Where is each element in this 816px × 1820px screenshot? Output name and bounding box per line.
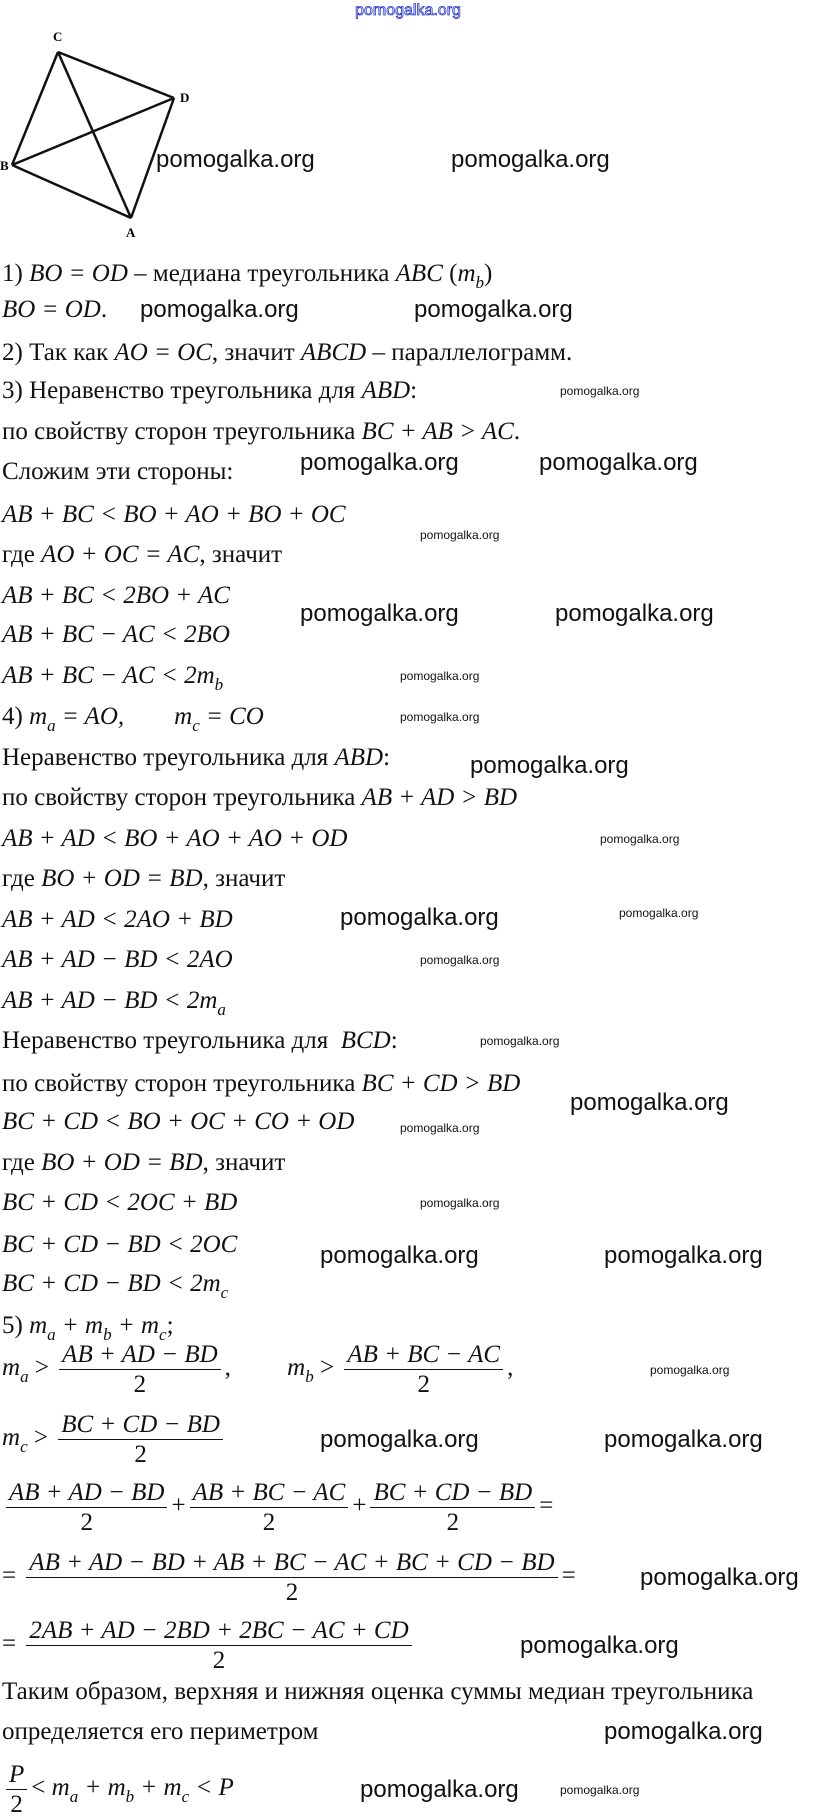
solution-line bbox=[2, 987, 226, 1019]
watermark: pomogalka.org bbox=[420, 1196, 500, 1210]
text-segment: , значит bbox=[211, 339, 301, 366]
watermark: pomogalka.org bbox=[604, 1426, 763, 1453]
math-expression: ABD bbox=[361, 377, 411, 404]
math-expression: m bbox=[51, 1774, 70, 1802]
watermark: pomogalka.org bbox=[555, 600, 714, 627]
text-segment: : bbox=[383, 744, 391, 771]
math-expression: m bbox=[2, 1354, 21, 1382]
fraction-denominator: 2 bbox=[446, 1509, 460, 1536]
text-segment: 5) bbox=[2, 1312, 30, 1339]
text-segment: Неравенство треугольника для bbox=[2, 1027, 341, 1054]
text-segment: . bbox=[513, 418, 521, 445]
watermark: pomogalka.org bbox=[480, 1034, 560, 1048]
watermark: pomogalka.org bbox=[520, 1632, 679, 1659]
math-expression: m bbox=[29, 1312, 48, 1339]
watermark: pomogalka.org bbox=[470, 752, 629, 779]
text-segment: по свойству сторон треугольника bbox=[2, 784, 362, 811]
math-expression: AB + BC < 2BO + AC bbox=[2, 582, 230, 609]
subscript: a bbox=[47, 1325, 56, 1344]
subscript: c bbox=[220, 1283, 229, 1302]
text-segment: > bbox=[313, 1354, 341, 1382]
solution-line bbox=[2, 1342, 513, 1397]
text-segment: определяется его периметром bbox=[2, 1718, 319, 1745]
watermark: pomogalka.org bbox=[400, 1121, 480, 1135]
fraction bbox=[58, 1412, 223, 1467]
solution-line bbox=[2, 583, 230, 608]
solution-line bbox=[2, 866, 285, 891]
vertex-label-b: B bbox=[0, 158, 9, 173]
watermark: pomogalka.org bbox=[640, 1564, 799, 1591]
watermark: pomogalka.org bbox=[420, 528, 500, 542]
fraction-denominator: 2 bbox=[285, 1579, 299, 1606]
fraction-denominator: 2 bbox=[10, 1791, 23, 1818]
fraction bbox=[190, 1480, 349, 1535]
fraction-numerator: BC + CD − BD bbox=[370, 1480, 535, 1508]
text-segment: . bbox=[100, 296, 108, 323]
text-segment: , значит bbox=[199, 541, 283, 568]
math-expression: AB + BC − AC < 2BO bbox=[2, 621, 230, 648]
vertex-label-d: D bbox=[180, 90, 190, 105]
text-segment: = bbox=[561, 1562, 576, 1590]
watermark: pomogalka.org bbox=[156, 146, 315, 173]
text-segment: , bbox=[507, 1354, 514, 1382]
solution-line bbox=[2, 378, 417, 403]
watermark: pomogalka.org bbox=[320, 1242, 479, 1269]
solution-line bbox=[2, 459, 233, 484]
math-expression: ABD bbox=[334, 744, 384, 771]
text-segment: = bbox=[2, 1562, 23, 1590]
solution-line bbox=[2, 622, 230, 647]
solution-line bbox=[2, 1028, 398, 1053]
math-expression: ABCD bbox=[300, 339, 367, 366]
math-expression: BO + OD = BD bbox=[41, 1149, 203, 1176]
math-expression: AO + OC = AC bbox=[41, 541, 200, 568]
fraction-denominator: 2 bbox=[262, 1509, 276, 1536]
math-expression: AB + BC < BO + AO + BO + OC bbox=[2, 501, 346, 528]
math-expression: AB + AD − BD < 2AO bbox=[2, 946, 233, 973]
watermark: pomogalka.org bbox=[140, 296, 299, 323]
text-segment: 1) bbox=[2, 260, 30, 287]
math-expression: BO = OD bbox=[29, 260, 128, 287]
math-expression: m bbox=[2, 1424, 21, 1452]
text-segment: где bbox=[2, 865, 42, 892]
text-segment: > bbox=[28, 1354, 56, 1382]
math-expression: AB + AD < BO + AO + AO + OD bbox=[2, 825, 348, 852]
math-expression: AB + AD > BD bbox=[361, 784, 518, 811]
watermark: pomogalka.org bbox=[650, 1363, 730, 1377]
math-expression: + m bbox=[134, 1774, 182, 1802]
text-segment: Сложим эти стороны: bbox=[2, 458, 234, 485]
math-expression: BC + CD < BO + OC + CO + OD bbox=[2, 1108, 355, 1135]
text-segment: = bbox=[2, 1630, 23, 1658]
subscript: b bbox=[214, 675, 224, 694]
fraction-numerator: AB + AD − BD bbox=[59, 1342, 220, 1370]
solution-line bbox=[2, 260, 493, 292]
text-segment: ) bbox=[484, 260, 493, 287]
text-segment: = bbox=[539, 1492, 554, 1520]
math-expression: BC + CD > BD bbox=[361, 1070, 521, 1097]
text-segment: по свойству сторон треугольника bbox=[2, 1070, 362, 1097]
fraction-denominator: 2 bbox=[417, 1371, 430, 1398]
watermark: pomogalka.org bbox=[320, 1426, 479, 1453]
text-segment: 2) Так как bbox=[2, 339, 115, 366]
fraction-numerator: AB + AD − BD bbox=[6, 1480, 167, 1508]
solution-line bbox=[2, 907, 233, 932]
subscript: b bbox=[305, 1367, 314, 1387]
text-segment: 3) Неравенство треугольника для bbox=[2, 377, 362, 404]
watermark: pomogalka.org bbox=[420, 953, 500, 967]
fraction-numerator: AB + AD − BD + AB + BC − AC + BC + CD − BD bbox=[26, 1550, 557, 1578]
math-expression: BC + AB > AC bbox=[361, 418, 514, 445]
watermark: pomogalka.org bbox=[340, 904, 499, 931]
text-segment: ; bbox=[166, 1312, 174, 1339]
text-segment: 4) bbox=[2, 703, 30, 730]
subscript: a bbox=[69, 1787, 79, 1807]
math-expression: AB + AD < 2AO + BD bbox=[2, 906, 233, 933]
vertex-label-c: C bbox=[53, 29, 63, 44]
subscript: b bbox=[103, 1325, 112, 1344]
watermark: pomogalka.org bbox=[400, 710, 480, 724]
subscript: c bbox=[192, 716, 200, 735]
fraction-denominator: 2 bbox=[212, 1647, 226, 1674]
math-expression: + m bbox=[111, 1312, 160, 1339]
fraction-numerator: AB + BC − AC bbox=[344, 1342, 503, 1370]
quadrilateral-diagram bbox=[0, 25, 220, 240]
math-expression: < P bbox=[189, 1774, 234, 1802]
text-segment: < bbox=[31, 1774, 52, 1802]
fraction bbox=[344, 1342, 503, 1397]
fraction-denominator: 2 bbox=[133, 1371, 147, 1398]
solution-line bbox=[2, 785, 517, 810]
subscript: a bbox=[47, 716, 56, 735]
fraction bbox=[26, 1550, 557, 1605]
solution-line bbox=[2, 947, 233, 972]
solution-line bbox=[2, 340, 572, 365]
math-expression: m bbox=[174, 703, 193, 730]
solution-line bbox=[2, 703, 264, 735]
text-segment: где bbox=[2, 541, 42, 568]
subscript: c bbox=[159, 1325, 167, 1344]
math-expression: m bbox=[457, 260, 476, 287]
solution-line bbox=[2, 1550, 576, 1605]
solution-line bbox=[2, 745, 390, 770]
text-segment: : bbox=[390, 1027, 398, 1054]
math-expression: ABC bbox=[395, 260, 443, 287]
solution-line bbox=[2, 1150, 285, 1175]
solution-line bbox=[2, 297, 107, 322]
text-segment: Неравенство треугольника для bbox=[2, 744, 335, 771]
subscript: c bbox=[20, 1437, 28, 1457]
subscript: a bbox=[217, 1000, 226, 1019]
math-expression: BCD bbox=[340, 1027, 391, 1054]
side-ab bbox=[12, 165, 131, 218]
text-segment: + bbox=[171, 1492, 186, 1520]
subscript: b bbox=[475, 273, 485, 292]
math-expression: = AO, bbox=[55, 703, 125, 730]
solution-line bbox=[2, 1480, 553, 1535]
math-expression: m bbox=[29, 703, 48, 730]
fraction-numerator: AB + BC − AC bbox=[190, 1480, 349, 1508]
watermark: pomogalka.org bbox=[604, 1242, 763, 1269]
fraction bbox=[6, 1480, 167, 1535]
fraction-numerator: 2AB + AD − 2BD + 2BC − AC + CD bbox=[26, 1618, 411, 1646]
math-expression: AB + AD − BD < 2m bbox=[2, 987, 218, 1014]
solution-line bbox=[2, 1071, 520, 1096]
text-segment: – медиана треугольника bbox=[127, 260, 396, 287]
subscript: b bbox=[125, 1787, 135, 1807]
math-expression: + m bbox=[55, 1312, 104, 1339]
solution-line bbox=[2, 1190, 237, 1215]
text-segment: + bbox=[352, 1492, 367, 1520]
fraction-numerator: BC + CD − BD bbox=[58, 1412, 223, 1440]
subscript: a bbox=[20, 1367, 29, 1387]
math-expression: BO = OD bbox=[2, 296, 101, 323]
math-expression: BC + CD < 2OC + BD bbox=[2, 1189, 238, 1216]
watermark: pomogalka.org bbox=[604, 1718, 763, 1745]
text-segment: Таким образом, верхняя и нижняя оценка суммы медиан треугольника bbox=[2, 1678, 754, 1705]
text-segment bbox=[124, 703, 174, 730]
watermark: pomogalka.org bbox=[400, 669, 480, 683]
solution-line bbox=[2, 662, 224, 694]
math-expression: BC + CD − BD < 2OC bbox=[2, 1231, 238, 1258]
fraction-numerator: P bbox=[6, 1762, 27, 1790]
solution-line bbox=[2, 1312, 174, 1344]
solution-line bbox=[2, 1679, 753, 1704]
watermark: pomogalka.org bbox=[539, 449, 698, 476]
math-expression: BO + OD = BD bbox=[41, 865, 203, 892]
text-segment: , значит bbox=[202, 865, 286, 892]
fraction bbox=[26, 1618, 411, 1673]
text-segment: где bbox=[2, 1149, 42, 1176]
watermark: pomogalka.org bbox=[360, 1776, 519, 1803]
watermark: pomogalka.org bbox=[560, 1783, 640, 1797]
math-expression: + m bbox=[78, 1774, 126, 1802]
fraction-denominator: 2 bbox=[134, 1441, 147, 1468]
text-segment: – параллелограмм. bbox=[366, 339, 573, 366]
solution-line bbox=[2, 542, 282, 567]
solution-line bbox=[2, 502, 346, 527]
solution-line bbox=[2, 1618, 416, 1673]
text-segment: , bbox=[224, 1354, 288, 1382]
solution-line bbox=[2, 1412, 227, 1467]
solution-line bbox=[2, 1719, 318, 1744]
header-watermark: pomogalka.org bbox=[355, 2, 461, 19]
fraction-denominator: 2 bbox=[80, 1509, 93, 1536]
watermark: pomogalka.org bbox=[570, 1089, 729, 1116]
vertex-label-a: A bbox=[126, 225, 136, 240]
fraction bbox=[59, 1342, 220, 1397]
text-segment: : bbox=[410, 377, 418, 404]
subscript: c bbox=[181, 1787, 190, 1807]
solution-line bbox=[2, 1762, 234, 1817]
watermark: pomogalka.org bbox=[451, 146, 610, 173]
text-segment: > bbox=[27, 1424, 55, 1452]
text-segment: , значит bbox=[202, 1149, 286, 1176]
fraction bbox=[6, 1762, 27, 1817]
watermark: pomogalka.org bbox=[600, 832, 680, 846]
watermark: pomogalka.org bbox=[560, 384, 640, 398]
solution-line bbox=[2, 1270, 229, 1302]
math-expression: AB + BC − AC < 2m bbox=[2, 662, 215, 689]
solution-line bbox=[2, 1232, 237, 1257]
solution-line bbox=[2, 826, 347, 851]
math-expression: = CO bbox=[199, 703, 264, 730]
math-expression: AO = OC bbox=[114, 339, 212, 366]
fraction bbox=[370, 1480, 535, 1535]
text-segment: по свойству сторон треугольника bbox=[2, 418, 362, 445]
watermark: pomogalka.org bbox=[300, 600, 459, 627]
solution-line bbox=[2, 419, 520, 444]
math-expression: m bbox=[287, 1354, 306, 1382]
watermark: pomogalka.org bbox=[300, 449, 459, 476]
watermark: pomogalka.org bbox=[414, 296, 573, 323]
watermark: pomogalka.org bbox=[619, 906, 699, 920]
math-expression: BC + CD − BD < 2m bbox=[2, 1270, 221, 1297]
text-segment: ( bbox=[442, 260, 458, 287]
solution-line bbox=[2, 1109, 354, 1134]
